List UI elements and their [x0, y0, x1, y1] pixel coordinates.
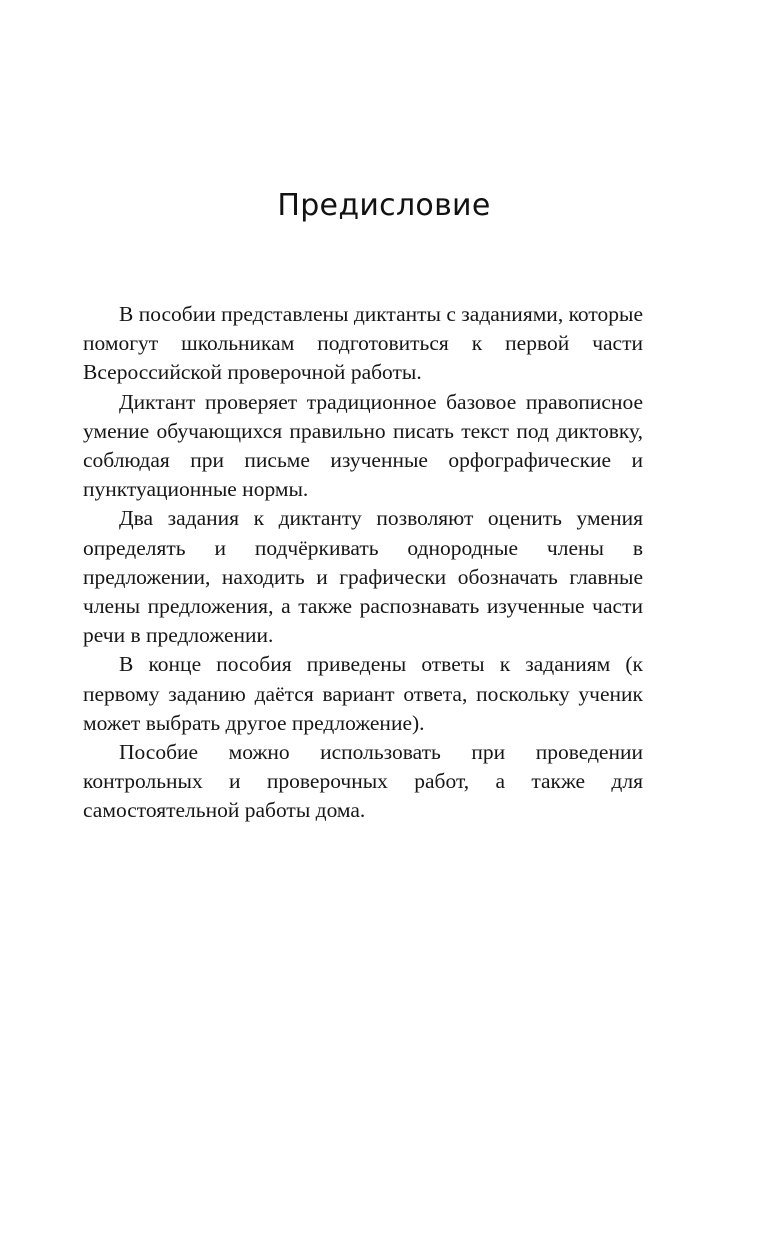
page-title: Предисловие: [277, 188, 491, 224]
body-text: [83, 300, 643, 826]
paragraph: В пособии представлены диктанты с заданиями, которые помогут школьникам подготовиться к первой части Всероссийской проверочной работы.: [83, 302, 643, 385]
paragraph: Два задания к диктанту позволяют оценить умения определять и подчёркивать однородные члены в предложении, находить и графически обозначать главные члены предложения, а также распознавать изученные части речи в предложении.: [83, 506, 643, 648]
paragraph: В конце пособия приведены ответы к заданиям (к первому заданию даётся вариант ответа, поскольку ученик может выбрать другое предложение).: [83, 652, 643, 735]
paragraph: Пособие можно использовать при проведении контрольных и проверочных работ, а также для самостоятельной работы дома.: [83, 740, 643, 823]
paragraph: Диктант проверяет традиционное базовое правописное умение обучающихся правильно писать текст под диктовку, соблюдая при письме изученные орфографические и пунктуационные нормы.: [83, 389, 643, 502]
